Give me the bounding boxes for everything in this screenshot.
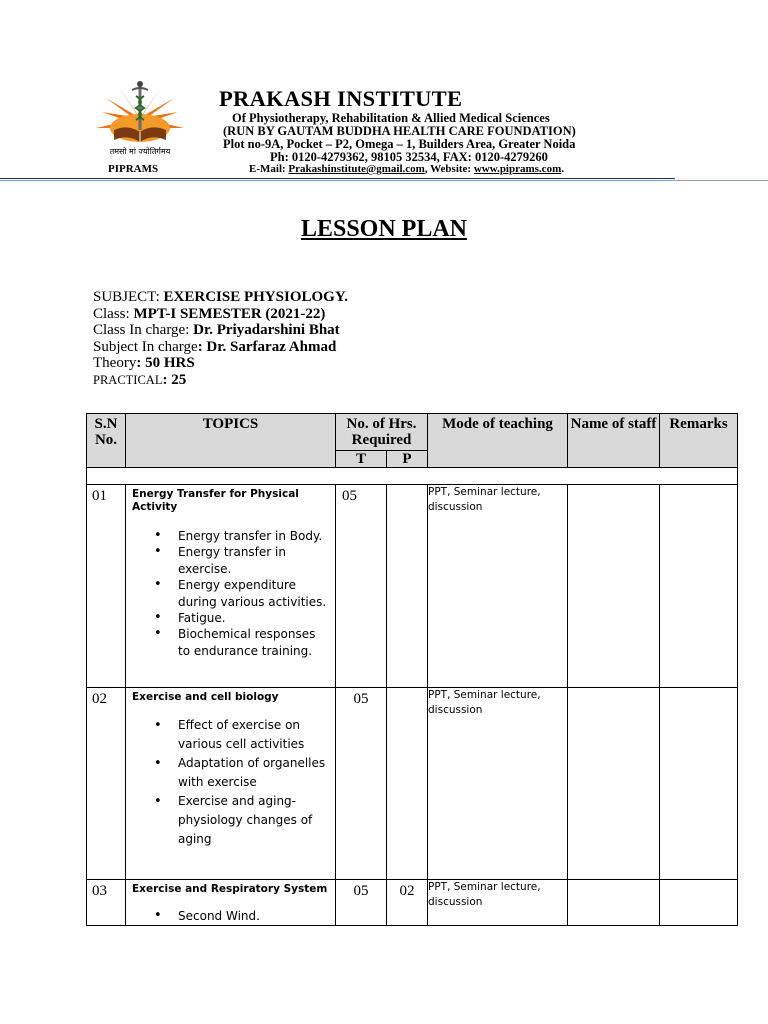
topic-title: Energy Transfer for Physical Activity xyxy=(132,488,299,513)
email-link[interactable]: Prakashinstitute@gmail.com xyxy=(288,163,425,175)
row-theory-hours: 05 xyxy=(336,880,387,926)
row-mode: PPT, Seminar lecture, discussion xyxy=(428,485,568,688)
list-item: • Fatigue. xyxy=(178,610,329,626)
email-label: E-Mail: xyxy=(249,163,289,175)
row-practical-hours xyxy=(387,485,428,688)
list-item: • Energy transfer in Body. xyxy=(178,528,329,544)
practical-row xyxy=(93,372,348,389)
header-p: P xyxy=(387,451,428,468)
topic-list xyxy=(126,528,335,659)
row-mode: PPT, Seminar lecture, discussion xyxy=(428,880,568,926)
row-sn: 01 xyxy=(87,485,126,688)
subject-incharge-row xyxy=(93,339,348,356)
subject-label: SUBJECT: xyxy=(93,289,164,305)
institute-name: PRAKASH INSTITUTE xyxy=(219,86,463,111)
row-sn: 03 xyxy=(87,880,126,926)
page-title: LESSON PLAN xyxy=(300,216,468,242)
phone-line: Ph: 0120-4279362, 98105 32534, FAX: 0120-4279260 xyxy=(270,150,548,164)
row-theory-hours: 05 xyxy=(336,485,387,688)
theory-row xyxy=(93,355,348,372)
row-topic xyxy=(126,688,336,880)
list-item: • Adaptation of organelles with exercise xyxy=(178,754,329,792)
theory-label: Theory xyxy=(93,355,137,372)
foundation-line: (RUN BY GAUTAM BUDDHA HEALTH CARE FOUNDATION) xyxy=(223,124,576,138)
header-divider xyxy=(0,178,675,179)
class-row xyxy=(93,306,348,323)
header-t: T xyxy=(336,451,387,468)
subject-value: EXERCISE PHYSIOLOGY. xyxy=(163,289,349,305)
list-item: • Effect of exercise on various cell activities xyxy=(178,716,329,754)
website-label: , Website: xyxy=(424,163,474,175)
row-sn: 02 xyxy=(87,688,126,880)
spacer-cell xyxy=(87,468,738,485)
topic-title: Exercise and cell biology xyxy=(132,691,279,703)
address-line: Plot no-9A, Pocket – P2, Omega – 1, Builders Area, Greater Noida xyxy=(223,137,576,151)
row-remarks xyxy=(660,485,738,688)
class-incharge-row xyxy=(93,322,348,339)
row-staff xyxy=(568,880,660,926)
row-staff xyxy=(568,485,660,688)
topic-title: Exercise and Respiratory System xyxy=(132,883,328,895)
header-sn: S.N No. xyxy=(87,414,126,468)
row-staff xyxy=(568,688,660,880)
subject-incharge-value: : Dr. Sarfaraz Ahmad xyxy=(197,338,337,355)
row-practical-hours: 02 xyxy=(387,880,428,926)
practical-value: : 25 xyxy=(162,371,187,388)
theory-value: : 50 HRS xyxy=(136,355,195,372)
table-row xyxy=(87,485,738,688)
topic-list xyxy=(126,908,335,924)
table-row xyxy=(87,688,738,880)
row-remarks xyxy=(660,688,738,880)
practical-label: PRACTICAL xyxy=(93,372,163,387)
header-remarks: Remarks xyxy=(660,414,738,468)
table-row xyxy=(87,880,738,926)
subject-row xyxy=(93,289,348,306)
list-item: • Energy expenditure during various activities. xyxy=(178,577,329,610)
class-incharge-label: Class In charge: xyxy=(93,322,194,339)
list-item: • Energy transfer in exercise. xyxy=(178,544,329,577)
contact-trailing: . xyxy=(561,163,564,175)
header-hours: No. of Hrs. Required xyxy=(336,414,428,451)
row-practical-hours xyxy=(387,688,428,880)
row-mode: PPT, Seminar lecture, discussion xyxy=(428,688,568,880)
logo-motto: तमसो मां ज्योतिर्गमय xyxy=(109,147,171,156)
row-theory-hours: 05 xyxy=(336,688,387,880)
contact-line xyxy=(249,163,564,175)
class-value: MPT-I SEMESTER (2021-22) xyxy=(133,305,326,322)
list-item: • Second Wind. xyxy=(178,908,329,924)
institute-subtitle: Of Physiotherapy, Rehabilitation & Allied Medical Sciences xyxy=(232,111,550,125)
row-topic xyxy=(126,880,336,926)
class-label: Class: xyxy=(93,305,134,322)
topic-list xyxy=(126,716,335,849)
row-topic xyxy=(126,485,336,688)
class-incharge-value: Dr. Priyadarshini Bhat xyxy=(193,322,340,339)
subject-incharge-label: Subject In charge xyxy=(93,338,198,355)
table-spacer-row xyxy=(87,468,738,485)
header-mode: Mode of teaching xyxy=(428,414,568,468)
lesson-meta xyxy=(93,289,348,389)
website-link[interactable]: www.piprams.com xyxy=(473,163,562,175)
list-item: • Biochemical responses to endurance training. xyxy=(178,626,329,659)
header-divider-secondary xyxy=(0,180,768,181)
list-item: • Exercise and aging-physiology changes of aging xyxy=(178,792,329,849)
institute-short-name: PIPRAMS xyxy=(108,163,159,175)
header-staff: Name of staff xyxy=(568,414,660,468)
lesson-plan-table xyxy=(86,413,738,926)
row-remarks xyxy=(660,880,738,926)
header-topics: TOPICS xyxy=(126,414,336,468)
